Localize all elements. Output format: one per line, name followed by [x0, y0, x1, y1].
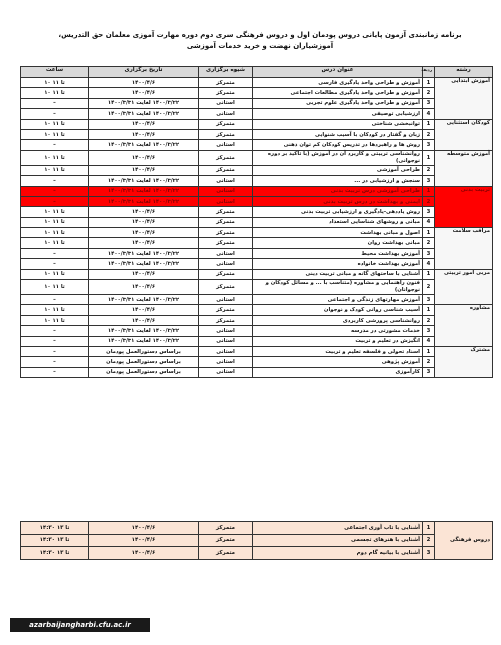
exam-mode-cell: متمرکز: [199, 238, 253, 248]
course-title-cell: روش یاددهی-یادگیری و ارزشیابی تربیت بدنی: [253, 207, 423, 217]
exam-mode-cell: استانی: [199, 295, 253, 305]
exam-date-cell: ۱۴۰۰/۴/۶: [89, 534, 199, 547]
exam-date-cell: ۱۴۰۰/۴/۶: [89, 129, 199, 139]
table-row: [21, 315, 493, 325]
course-title-cell: توانبخشی شناختی: [253, 119, 423, 129]
course-title-cell: روانشناسی تربیتی و کاربرد آن در آموزش (با تاکید بر دوره نوجوانی): [253, 150, 423, 165]
exam-hour-cell: –: [21, 196, 89, 206]
cultural-courses-table: [20, 521, 493, 560]
exam-mode-cell: استانی: [199, 367, 253, 377]
exam-hour-cell: ۱۰ تا ۱۱: [21, 228, 89, 238]
field-name-cell: مربی امور تربیتی: [435, 269, 493, 305]
exam-mode-cell: متمرکز: [199, 207, 253, 217]
row-number-cell: 1: [423, 522, 435, 535]
header-field: رشته: [435, 67, 493, 78]
exam-date-cell: ۱۴۰۰/۳/۲۲ لغایت ۱۴۰۰/۳/۳۱: [89, 336, 199, 346]
exam-hour-cell: ۱۰ تا ۱۱: [21, 119, 89, 129]
exam-date-cell: براساس دستورالعمل پودمان: [89, 367, 199, 377]
row-number-cell: 3: [423, 326, 435, 336]
field-name-cell: تربیت بدنی: [435, 186, 493, 228]
row-number-cell: 1: [423, 186, 435, 196]
row-number-cell: 3: [423, 295, 435, 305]
exam-mode-cell: متمرکز: [199, 88, 253, 98]
course-title-cell: ارزشیابی توصیفی: [253, 109, 423, 119]
row-number-cell: 4: [423, 336, 435, 346]
table-row: [21, 140, 493, 150]
table-row: [21, 98, 493, 108]
exam-date-cell: ۱۴۰۰/۴/۶: [89, 228, 199, 238]
row-number-cell: 3: [423, 547, 435, 560]
exam-mode-cell: متمرکز: [199, 269, 253, 279]
exam-mode-cell: استانی: [199, 336, 253, 346]
table-row: [21, 326, 493, 336]
row-number-cell: 2: [423, 534, 435, 547]
exam-date-cell: ۱۴۰۰/۳/۲۲ لغایت ۱۴۰۰/۳/۳۱: [89, 98, 199, 108]
table-row: [21, 119, 493, 129]
exam-mode-cell: استانی: [199, 357, 253, 367]
exam-date-cell: ۱۴۰۰/۴/۶: [89, 315, 199, 325]
row-number-cell: 4: [423, 259, 435, 269]
exam-mode-cell: متمرکز: [199, 217, 253, 227]
field-name-cell: مراقب سلامت: [435, 228, 493, 270]
field-name-cell: آموزش ابتدایی: [435, 78, 493, 120]
table-row: [21, 346, 493, 356]
row-number-cell: 3: [423, 98, 435, 108]
table-row: [21, 109, 493, 119]
table-row: [21, 534, 493, 547]
course-title-cell: آشنایی با تاب آوری اجتماعی: [253, 522, 423, 535]
schedule-body: [21, 78, 493, 378]
course-title-cell: مبانی و روشهای شناسایی استعداد: [253, 217, 423, 227]
exam-date-cell: ۱۴۰۰/۴/۶: [89, 165, 199, 175]
exam-date-cell: ۱۴۰۰/۴/۶: [89, 207, 199, 217]
row-number-cell: 3: [423, 140, 435, 150]
row-number-cell: 1: [423, 346, 435, 356]
table-row: [21, 295, 493, 305]
course-title-cell: مبانی بهداشت روان: [253, 238, 423, 248]
exam-hour-cell: ۱۰ تا ۱۱: [21, 165, 89, 175]
row-number-cell: 2: [423, 129, 435, 139]
course-title-cell: سنجش و ارزشیابی در ...: [253, 176, 423, 186]
table-row: [21, 357, 493, 367]
course-title-cell: ایمنی و بهداشت در درس تربیت بدنی: [253, 196, 423, 206]
exam-mode-cell: متمرکز: [199, 305, 253, 315]
table-row: [21, 280, 493, 295]
row-number-cell: 1: [423, 305, 435, 315]
exam-hour-cell: –: [21, 140, 89, 150]
exam-mode-cell: استانی: [199, 109, 253, 119]
row-number-cell: 2: [423, 238, 435, 248]
exam-hour-cell: ۱۰ تا ۱۱: [21, 217, 89, 227]
course-title-cell: طراحی آموزشی: [253, 165, 423, 175]
exam-hour-cell: –: [21, 357, 89, 367]
course-title-cell: انگیزش در تعلیم و تربیت: [253, 336, 423, 346]
exam-hour-cell: ۱۴:۳۰ تا ۱۳: [21, 534, 89, 547]
row-number-cell: 4: [423, 109, 435, 119]
exam-mode-cell: متمرکز: [199, 547, 253, 560]
row-number-cell: 1: [423, 150, 435, 165]
exam-date-cell: ۱۴۰۰/۳/۲۲ لغایت ۱۴۰۰/۳/۳۱: [89, 259, 199, 269]
exam-mode-cell: استانی: [199, 186, 253, 196]
table-row: [21, 547, 493, 560]
row-number-cell: 1: [423, 228, 435, 238]
exam-date-cell: ۱۴۰۰/۳/۲۲ لغایت ۱۴۰۰/۳/۳۱: [89, 186, 199, 196]
exam-mode-cell: استانی: [199, 196, 253, 206]
exam-mode-cell: استانی: [199, 346, 253, 356]
course-title-cell: آشنایی با هنرهای تجسمی: [253, 534, 423, 547]
course-title-cell: آموزش بهداشت محیط: [253, 248, 423, 258]
row-number-cell: 2: [423, 196, 435, 206]
exam-date-cell: ۱۴۰۰/۳/۲۲ لغایت ۱۴۰۰/۳/۳۱: [89, 326, 199, 336]
exam-date-cell: ۱۴۰۰/۳/۲۲ لغایت ۱۴۰۰/۳/۳۱: [89, 109, 199, 119]
exam-hour-cell: –: [21, 367, 89, 377]
exam-mode-cell: متمرکز: [199, 119, 253, 129]
header-row-number: ردیف: [423, 67, 435, 78]
exam-hour-cell: ۱۴:۳۰ تا ۱۳: [21, 522, 89, 535]
course-title-cell: آشنایی با بیانیه گام دوم: [253, 547, 423, 560]
course-title-cell: آموزش و طراحی واحد یادگیری فارسی: [253, 78, 423, 88]
course-title-cell: آموزش پژوهی: [253, 357, 423, 367]
exam-mode-cell: متمرکز: [199, 534, 253, 547]
exam-date-cell: ۱۴۰۰/۴/۶: [89, 547, 199, 560]
header-mode: شیوه برگزاری: [199, 67, 253, 78]
exam-mode-cell: استانی: [199, 176, 253, 186]
header-hour: ساعت: [21, 67, 89, 78]
exam-hour-cell: ۱۰ تا ۱۱: [21, 78, 89, 88]
exam-date-cell: ۱۴۰۰/۴/۶: [89, 88, 199, 98]
table-row: [21, 248, 493, 258]
exam-date-cell: براساس دستورالعمل پودمان: [89, 357, 199, 367]
footer-url[interactable]: azarbaijangharbi.cfu.ac.ir: [10, 618, 150, 632]
exam-mode-cell: متمرکز: [199, 129, 253, 139]
exam-mode-cell: استانی: [199, 248, 253, 258]
field-name-cell: آموزش متوسطه: [435, 150, 493, 186]
exam-date-cell: ۱۴۰۰/۳/۲۲ لغایت ۱۴۰۰/۳/۳۱: [89, 176, 199, 186]
exam-hour-cell: ۱۰ تا ۱۱: [21, 88, 89, 98]
field-name-cell: مشاوره: [435, 305, 493, 347]
table-row: [21, 238, 493, 248]
row-number-cell: 2: [423, 280, 435, 295]
table-header-row: [21, 67, 493, 78]
exam-mode-cell: متمرکز: [199, 522, 253, 535]
exam-hour-cell: –: [21, 326, 89, 336]
exam-hour-cell: ۱۰ تا ۱۱: [21, 207, 89, 217]
table-row: [21, 228, 493, 238]
exam-hour-cell: –: [21, 336, 89, 346]
table-row: [21, 176, 493, 186]
cultural-body: [21, 522, 493, 560]
exam-hour-cell: –: [21, 295, 89, 305]
course-title-cell: کارآموزی: [253, 367, 423, 377]
course-title-cell: آموزش و طراحی واحد یادگیری علوم تجربی: [253, 98, 423, 108]
exam-hour-cell: –: [21, 176, 89, 186]
exam-hour-cell: –: [21, 98, 89, 108]
exam-date-cell: ۱۴۰۰/۴/۶: [89, 217, 199, 227]
row-number-cell: 1: [423, 269, 435, 279]
course-title-cell: طراحی آموزشی درس تربیت بدنی: [253, 186, 423, 196]
exam-hour-cell: ۱۰ تا ۱۱: [21, 238, 89, 248]
table-row: [21, 186, 493, 196]
table-row: [21, 165, 493, 175]
field-name-cell: کودکان استثنایی: [435, 119, 493, 150]
document-title: برنامه زمانبندی آزمون پایانی دروس پودمان اول و دروس فرهنگی سری دوم دوره مهارت آموزی معلمان حق التدریس، آموزشیاران نهضت و خرید خدمات آموزشی: [58, 31, 462, 50]
field-name-cell: مشترک: [435, 346, 493, 377]
course-title-cell: روانشناسی پرورشی کاربردی: [253, 315, 423, 325]
table-row: [21, 269, 493, 279]
exam-date-cell: ۱۴۰۰/۴/۶: [89, 522, 199, 535]
exam-hour-cell: ۱۰ تا ۱۱: [21, 269, 89, 279]
exam-hour-cell: –: [21, 259, 89, 269]
table-row: [21, 305, 493, 315]
exam-hour-cell: ۱۰ تا ۱۱: [21, 129, 89, 139]
row-number-cell: 1: [423, 119, 435, 129]
table-row: [21, 150, 493, 165]
table-row: [21, 78, 493, 88]
exam-date-cell: ۱۴۰۰/۴/۶: [89, 305, 199, 315]
exam-mode-cell: متمرکز: [199, 315, 253, 325]
table-row: [21, 196, 493, 206]
exam-date-cell: ۱۴۰۰/۴/۶: [89, 238, 199, 248]
exam-date-cell: ۱۴۰۰/۳/۲۲ لغایت ۱۴۰۰/۳/۳۱: [89, 248, 199, 258]
table-row: [21, 336, 493, 346]
exam-date-cell: براساس دستورالعمل پودمان: [89, 346, 199, 356]
table-row: [21, 522, 493, 535]
exam-mode-cell: استانی: [199, 326, 253, 336]
exam-date-cell: ۱۴۰۰/۴/۶: [89, 280, 199, 295]
row-number-cell: 4: [423, 217, 435, 227]
course-title-cell: روش ها و راهبردها در تدریس کودکان کم توان ذهنی: [253, 140, 423, 150]
exam-date-cell: ۱۴۰۰/۳/۲۲ لغایت ۱۴۰۰/۳/۳۱: [89, 295, 199, 305]
exam-hour-cell: ۱۰ تا ۱۱: [21, 280, 89, 295]
row-number-cell: 3: [423, 176, 435, 186]
row-number-cell: 2: [423, 165, 435, 175]
table-row: [21, 259, 493, 269]
exam-mode-cell: استانی: [199, 140, 253, 150]
field-name-cell: دروس فرهنگی: [435, 522, 493, 560]
row-number-cell: 1: [423, 78, 435, 88]
row-number-cell: 2: [423, 357, 435, 367]
course-title-cell: آموزش بهداشت خانواده: [253, 259, 423, 269]
row-number-cell: 3: [423, 248, 435, 258]
table-row: [21, 367, 493, 377]
course-title-cell: اسناد تحولی و فلسفه تعلیم و تربیت: [253, 346, 423, 356]
exam-hour-cell: ۱۰ تا ۱۱: [21, 315, 89, 325]
exam-schedule-table: [20, 66, 493, 378]
row-number-cell: 3: [423, 367, 435, 377]
course-title-cell: آموزش و طراحی واحد یادگیری مطالعات اجتماعی: [253, 88, 423, 98]
table-row: [21, 129, 493, 139]
course-title-cell: آموزش مهارتهای زندگی و اجتماعی: [253, 295, 423, 305]
exam-date-cell: ۱۴۰۰/۴/۶: [89, 78, 199, 88]
exam-hour-cell: –: [21, 346, 89, 356]
course-title-cell: آشنایی با ساحتهای گانه و مبانی تربیت دینی: [253, 269, 423, 279]
header-date: تاریخ برگزاری: [89, 67, 199, 78]
exam-hour-cell: ۱۴:۳۰ تا ۱۳: [21, 547, 89, 560]
exam-date-cell: ۱۴۰۰/۳/۲۲ لغایت ۱۴۰۰/۳/۳۱: [89, 140, 199, 150]
exam-mode-cell: متمرکز: [199, 78, 253, 88]
exam-date-cell: ۱۴۰۰/۴/۶: [89, 150, 199, 165]
exam-hour-cell: ۱۰ تا ۱۱: [21, 150, 89, 165]
exam-date-cell: ۱۴۰۰/۴/۶: [89, 269, 199, 279]
header-course: عنوان درس: [253, 67, 423, 78]
table-row: [21, 217, 493, 227]
exam-mode-cell: استانی: [199, 98, 253, 108]
exam-hour-cell: ۱۰ تا ۱۱: [21, 305, 89, 315]
exam-mode-cell: متمرکز: [199, 150, 253, 165]
course-title-cell: اصول و مبانی بهداشت: [253, 228, 423, 238]
course-title-cell: خدمات مشورتی در مدرسه: [253, 326, 423, 336]
exam-date-cell: ۱۴۰۰/۳/۲۲ لغایت ۱۴۰۰/۳/۳۱: [89, 196, 199, 206]
exam-mode-cell: متمرکز: [199, 165, 253, 175]
exam-hour-cell: –: [21, 186, 89, 196]
exam-mode-cell: متمرکز: [199, 228, 253, 238]
exam-hour-cell: –: [21, 109, 89, 119]
exam-mode-cell: متمرکز: [199, 280, 253, 295]
exam-hour-cell: –: [21, 248, 89, 258]
course-title-cell: زبان و گفتار در کودکان با آسیب شنوایی: [253, 129, 423, 139]
row-number-cell: 3: [423, 207, 435, 217]
course-title-cell: آسیب شناسی روانی کودک و نوجوان: [253, 305, 423, 315]
course-title-cell: فنون راهنمایی و مشاوره (متناسب با ... و مسائل کودکان و نوجوانان): [253, 280, 423, 295]
row-number-cell: 2: [423, 88, 435, 98]
row-number-cell: 2: [423, 315, 435, 325]
table-row: [21, 88, 493, 98]
exam-mode-cell: استانی: [199, 259, 253, 269]
exam-date-cell: ۱۴۰۰/۴/۶: [89, 119, 199, 129]
table-row: [21, 207, 493, 217]
